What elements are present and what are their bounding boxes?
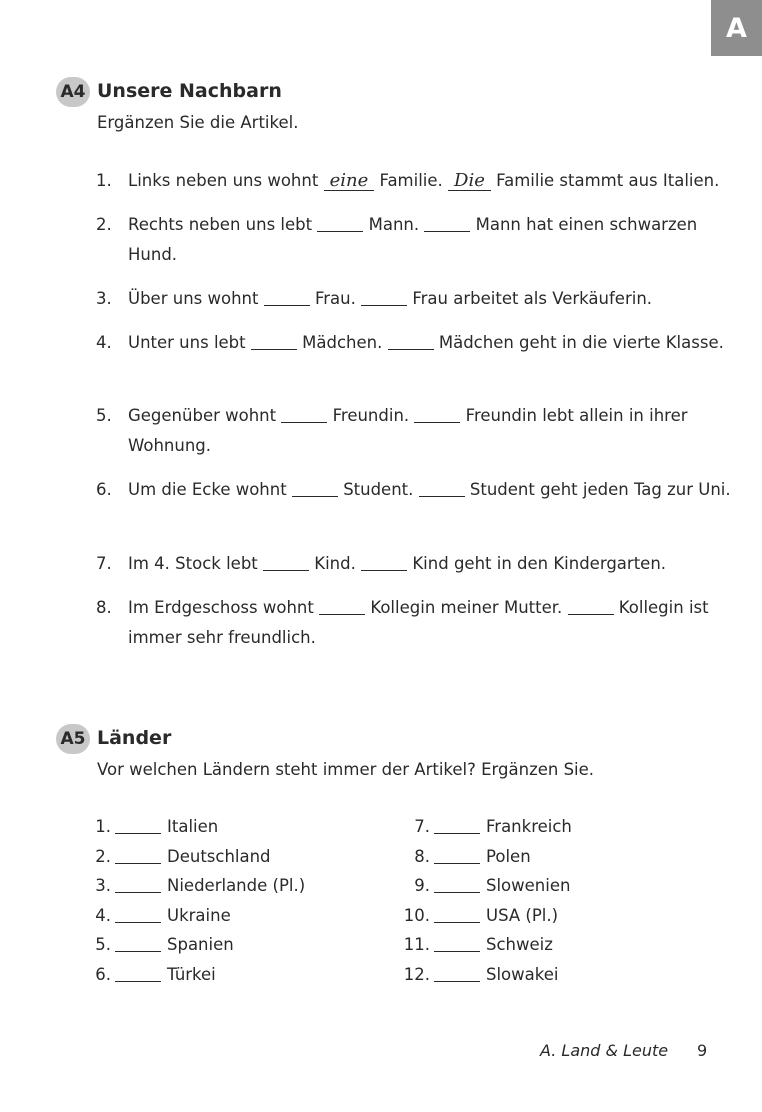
item-part: Freundin lebt allein in ihrer Wohnung.	[128, 406, 688, 455]
item-part: Gegenüber wohnt	[128, 406, 277, 425]
answer-blank[interactable]	[434, 846, 480, 864]
answer-blank[interactable]	[361, 289, 407, 307]
country-name: Ukraine	[167, 905, 231, 925]
instruction-a5: Vor welchen Ländern steht immer der Artikel? Ergänzen Sie.	[97, 760, 595, 779]
item-part: Mädchen geht in die vierte Klasse.	[438, 333, 724, 352]
item-number: 2.	[95, 846, 111, 866]
answer-blank[interactable]	[115, 846, 161, 864]
answer-blank[interactable]	[263, 554, 309, 572]
exercise-item	[96, 328, 736, 358]
item-number: 1.	[96, 171, 112, 190]
item-part: Familie stammt aus Italien.	[496, 171, 720, 190]
filled-answer: eine	[324, 172, 375, 191]
country-name: Niederlande (Pl.)	[167, 876, 306, 895]
item-number: 4.	[96, 333, 112, 352]
item-text	[128, 475, 736, 505]
section-title-a5: Länder	[97, 727, 172, 749]
answer-blank[interactable]	[251, 333, 297, 351]
page-number: 9	[697, 1041, 708, 1060]
country-row	[83, 964, 216, 986]
answer-blank[interactable]	[292, 480, 338, 498]
item-part: Kind geht in den Kindergarten.	[412, 554, 667, 573]
item-text	[128, 166, 736, 196]
item-part: Mädchen.	[302, 333, 383, 352]
exercise-item	[96, 475, 736, 505]
exercise-item	[96, 210, 736, 270]
item-number: 6.	[96, 480, 112, 499]
answer-blank[interactable]	[434, 876, 480, 894]
item-part: Rechts neben uns lebt	[128, 215, 313, 234]
country-row	[83, 905, 231, 927]
country-row	[402, 816, 572, 838]
item-number: 10.	[403, 905, 430, 925]
item-part: Student.	[343, 480, 414, 499]
chapter-tab: A	[711, 0, 762, 56]
answer-blank[interactable]	[115, 964, 161, 982]
country-name: Polen	[486, 846, 531, 866]
answer-blank[interactable]	[281, 406, 327, 424]
item-text	[128, 549, 736, 579]
answer-blank[interactable]	[419, 480, 465, 498]
item-number: 8.	[414, 846, 430, 866]
item-part: Kind.	[314, 554, 356, 573]
item-number: 1.	[95, 817, 111, 836]
country-name: Türkei	[167, 964, 216, 984]
item-part: Um die Ecke wohnt	[128, 480, 287, 499]
country-name: Deutschland	[167, 846, 271, 866]
item-number: 6.	[95, 964, 111, 984]
item-part: Im Erdgeschoss wohnt	[128, 598, 314, 617]
answer-blank[interactable]	[414, 406, 460, 424]
answer-blank[interactable]	[115, 935, 161, 953]
item-part: Familie.	[379, 171, 443, 190]
item-part: Frau.	[314, 289, 356, 308]
instruction-a4: Ergänzen Sie die Artikel.	[97, 113, 299, 132]
answer-blank[interactable]	[115, 905, 161, 923]
answer-blank[interactable]	[434, 817, 480, 835]
section-badge-a4: A4	[56, 77, 90, 107]
item-part: Links neben uns wohnt	[128, 171, 319, 190]
item-part: Kollegin meiner Mutter.	[370, 598, 563, 617]
item-part: Frau arbeitet als Verkäuferin.	[412, 289, 653, 308]
answer-blank[interactable]	[434, 964, 480, 982]
answer-blank[interactable]	[388, 333, 434, 351]
country-name: Slowakei	[486, 964, 559, 984]
item-part: Unter uns lebt	[128, 333, 246, 352]
footer-chapter: A. Land & Leute	[540, 1041, 669, 1060]
country-row	[402, 846, 531, 868]
country-row	[83, 846, 271, 868]
item-part: Mann.	[368, 215, 420, 234]
exercise-item	[96, 401, 736, 461]
answer-blank[interactable]	[319, 598, 365, 616]
country-name: Spanien	[167, 935, 234, 954]
item-number: 12.	[403, 964, 430, 984]
item-text	[128, 401, 736, 461]
country-row	[402, 964, 558, 986]
item-part: Mann hat einen schwarzen Hund.	[128, 215, 698, 264]
exercise-item	[96, 549, 736, 579]
exercise-item	[96, 284, 736, 314]
country-name: Frankreich	[486, 817, 572, 836]
item-text	[128, 593, 736, 653]
country-name: Schweiz	[486, 935, 553, 954]
item-text	[128, 210, 736, 270]
answer-blank[interactable]	[115, 876, 161, 894]
item-number: 3.	[95, 876, 111, 895]
item-number: 5.	[96, 406, 112, 425]
item-number: 5.	[95, 935, 111, 954]
item-number: 7.	[96, 554, 112, 573]
item-part: Im 4. Stock lebt	[128, 554, 258, 573]
country-name: USA (Pl.)	[486, 905, 559, 925]
country-row	[402, 934, 553, 956]
country-row	[402, 875, 570, 897]
country-name: Italien	[167, 817, 219, 836]
item-number: 7.	[414, 817, 430, 836]
item-text	[128, 284, 736, 314]
item-number: 4.	[95, 905, 111, 925]
item-part: Kollegin ist immer sehr freundlich.	[128, 598, 709, 647]
country-row	[83, 934, 234, 956]
item-number: 11.	[403, 935, 430, 954]
filled-answer: Die	[448, 172, 491, 191]
section-title-a4: Unsere Nachbarn	[97, 80, 282, 102]
answer-blank[interactable]	[434, 935, 480, 953]
answer-blank[interactable]	[115, 817, 161, 835]
answer-blank[interactable]	[424, 215, 470, 233]
country-row	[83, 816, 218, 838]
country-row	[402, 905, 558, 927]
section-badge-a5: A5	[56, 724, 90, 754]
answer-blank[interactable]	[361, 554, 407, 572]
item-part: Freundin.	[332, 406, 410, 425]
item-number: 2.	[96, 215, 112, 234]
country-name: Slowenien	[486, 876, 571, 895]
item-number: 8.	[96, 598, 112, 617]
answer-blank[interactable]	[264, 289, 310, 307]
item-part: Über uns wohnt	[128, 289, 259, 308]
item-part: Student geht jeden Tag zur Uni.	[469, 480, 731, 499]
item-number: 9.	[414, 876, 430, 895]
item-number: 3.	[96, 289, 112, 308]
country-row	[83, 875, 305, 897]
answer-blank[interactable]	[317, 215, 363, 233]
item-text	[128, 328, 736, 358]
answer-blank[interactable]	[568, 598, 614, 616]
exercise-item-1	[96, 166, 736, 196]
exercise-item	[96, 593, 736, 653]
answer-blank[interactable]	[434, 905, 480, 923]
